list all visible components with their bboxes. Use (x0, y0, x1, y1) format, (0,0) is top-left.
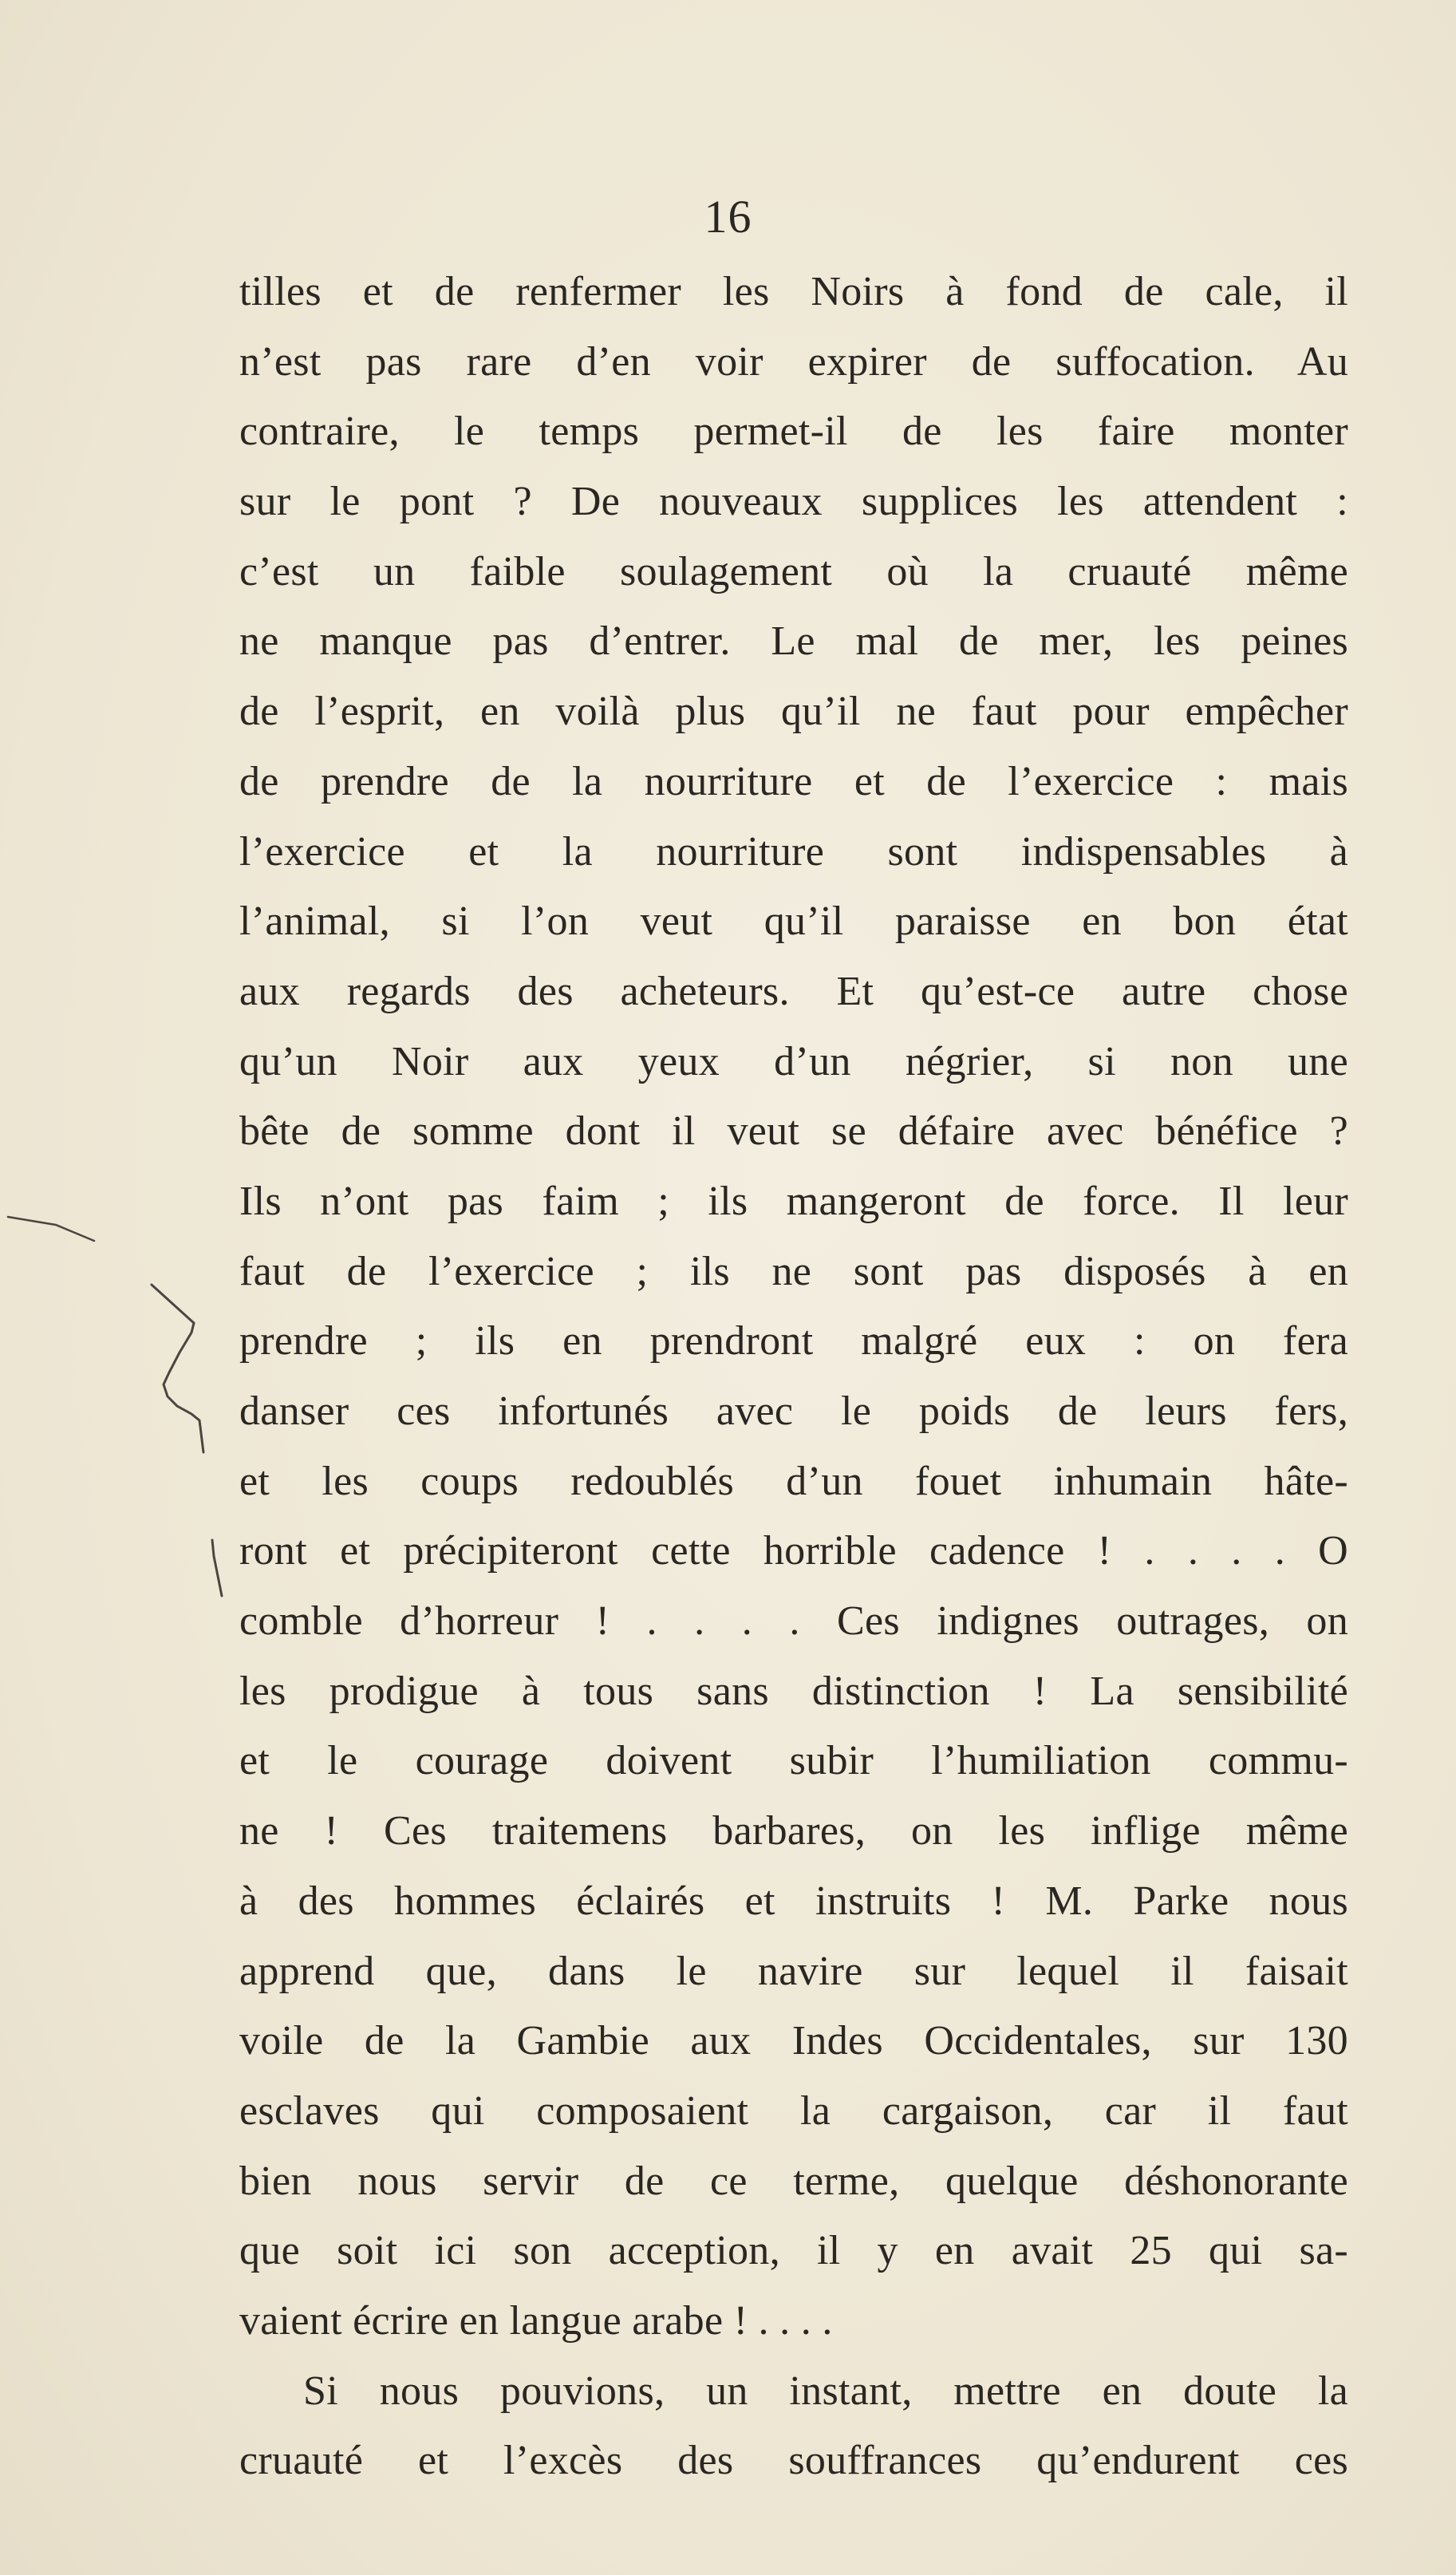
text-line: Ils n’ont pas faim ; ils mangeront de force. Il leur (239, 1178, 1348, 1224)
text-line: bien nous servir de ce terme, quelque déshonorante (239, 2158, 1348, 2204)
text-line: comble d’horreur ! . . . . Ces indignes outrages, on (239, 1598, 1348, 1645)
text-line: ne manque pas d’entrer. Le mal de mer, les peines (239, 618, 1348, 665)
text-line: l’exercice et la nourriture sont indispensables à (239, 828, 1348, 875)
text-line: ront et précipiteront cette horrible cadence ! . . . . O (239, 1528, 1348, 1574)
text-line: sur le pont ? De nouveaux supplices les attendent : (239, 479, 1348, 525)
text-line: bête de somme dont il veut se défaire avec bénéfice ? (239, 1108, 1348, 1155)
text-line: cruauté et l’excès des souffrances qu’endurent ces (239, 2438, 1348, 2484)
text-line: l’animal, si l’on veut qu’il paraisse en bon état (239, 898, 1348, 945)
text-line: de l’esprit, en voilà plus qu’il ne faut pour empêcher (239, 689, 1348, 735)
text-line: c’est un faible soulagement où la cruauté même (239, 548, 1348, 594)
text-line: à des hommes éclairés et instruits ! M. Parke nous (239, 1878, 1348, 1924)
text-line: apprend que, dans le navire sur lequel il faisait (239, 1948, 1348, 1994)
text-line: voile de la Gambie aux Indes Occidentales, sur 130 (239, 2018, 1348, 2064)
text-line: ne ! Ces traitemens barbares, on les inflige même (239, 1808, 1348, 1854)
text-line: et les coups redoublés d’un fouet inhumain hâte- (239, 1458, 1348, 1504)
text-line: vaient écrire en langue arabe ! . . . . (239, 2297, 833, 2344)
text-line: et le courage doivent subir l’humiliation commu- (239, 1738, 1348, 1784)
text-line: que soit ici son acception, il y en avait 25 qui sa- (239, 2228, 1348, 2274)
text-line: les prodigue à tous sans distinction ! La sensibilité (239, 1668, 1348, 1714)
text-line: qu’un Noir aux yeux d’un négrier, si non une (239, 1038, 1348, 1084)
text-line: n’est pas rare d’en voir expirer de suffocation. Au (239, 338, 1348, 385)
text-line: contraire, le temps permet-il de les faire monter (239, 409, 1348, 455)
text-line: de prendre de la nourriture et de l’exercice : mais (239, 758, 1348, 804)
text-line: tilles et de renfermer les Noirs à fond de cale, il (239, 269, 1348, 314)
text-line: danser ces infortunés avec le poids de leurs fers, (239, 1388, 1348, 1434)
page-number: 16 (704, 191, 752, 243)
body-text (239, 257, 1348, 2496)
text-line: prendre ; ils en prendront malgré eux : on fera (239, 1318, 1348, 1365)
text-line: aux regards des acheteurs. Et qu’est-ce autre chose (239, 968, 1348, 1014)
paragraph-start-line: Si nous pouvions, un instant, mettre en doute la (303, 2368, 1348, 2414)
text-line: esclaves qui composaient la cargaison, car il faut (239, 2087, 1348, 2134)
margin-pencil-mark (0, 1181, 255, 1628)
text-line: faut de l’exercice ; ils ne sont pas disposés à en (239, 1248, 1348, 1294)
